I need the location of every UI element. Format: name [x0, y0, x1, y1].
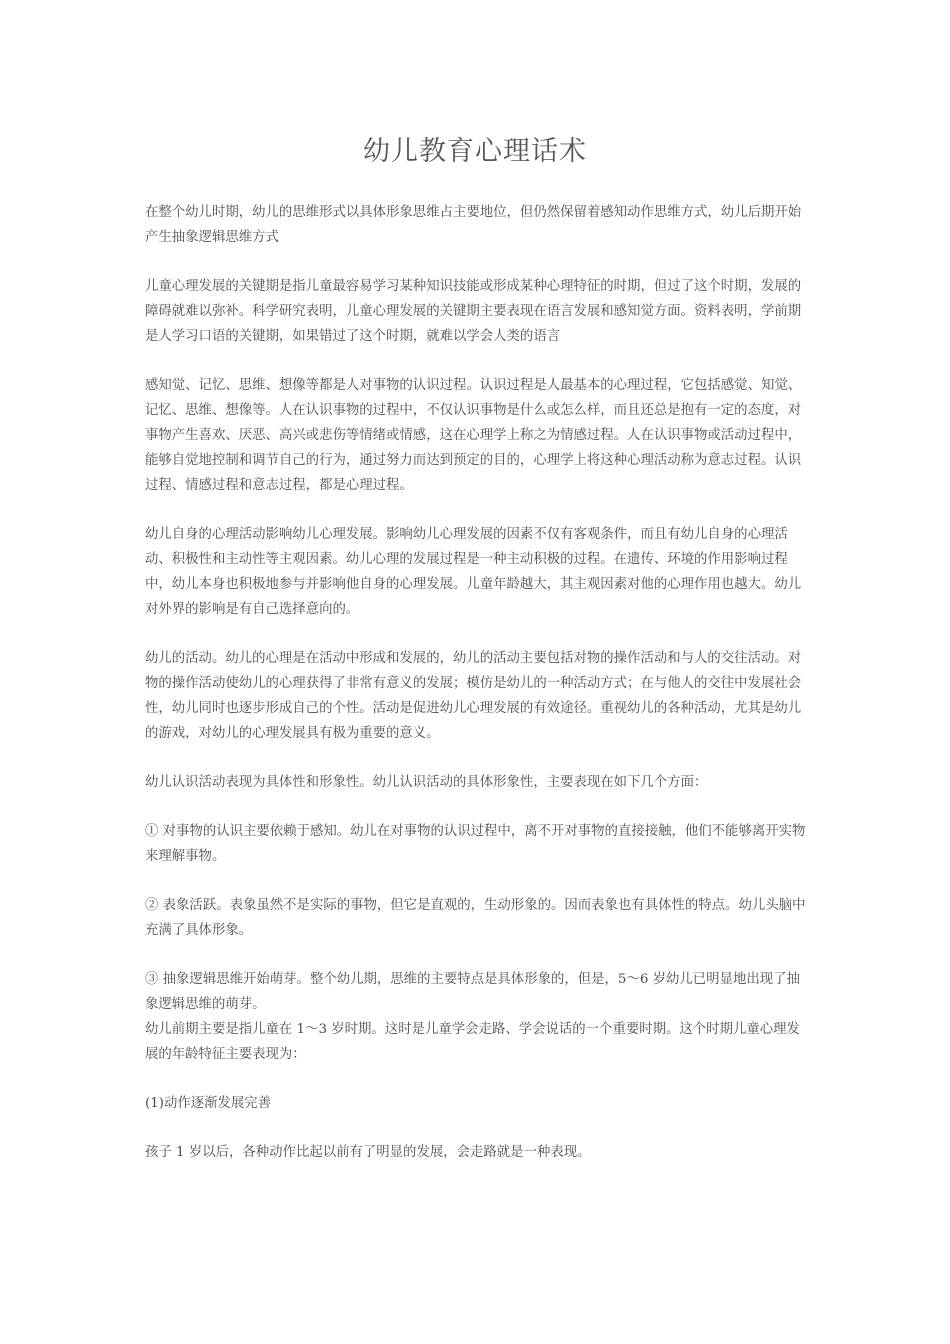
paragraph: 在整个幼儿时期，幼儿的思维形式以具体形象思维占主要地位，但仍然保留着感知动作思维方式，幼儿后期开始产生抽象逻辑思维方式: [145, 205, 802, 245]
paragraph-gap: [145, 746, 807, 770]
paragraph-gap: [145, 1116, 807, 1140]
paragraph-gap: [145, 943, 807, 967]
paragraph-gap: [145, 250, 807, 274]
document-title: 幼儿教育心理话术: [363, 136, 587, 167]
paragraph-gap: [145, 622, 807, 646]
paragraph: 幼儿认识活动表现为具体性和形象性。幼儿认识活动的具体形象性，主要表现在如下几个方面：: [145, 775, 708, 790]
paragraph: 幼儿的活动。幼儿的心理是在活动中形成和发展的，幼儿的活动主要包括对物的操作活动和与人的交往活动。对物的操作活动使幼儿的心理获得了非常有意义的发展；模仿是幼儿的一种活动方式；在与他人的交往中发展社会性，幼儿同时也逐步形成自己的个性。活动是促进幼儿心理发展的有效途径。重视幼儿的各种活动，尤其是幼儿的游戏，对幼儿的心理发展具有极为重要的意义。: [145, 651, 802, 741]
paragraph-gap: [145, 869, 807, 893]
paragraph: 儿童心理发展的关键期是指儿童最容易学习某种知识技能或形成某种心理特征的时期，但过了这个时期，发展的障碍就难以弥补。科学研究表明，儿童心理发展的关键期主要表现在语言发展和感知觉方面。资料表明，学前期是人学习口语的关键期，如果错过了这个时期，就难以学会人类的语言: [145, 279, 802, 344]
list-item: ② 表象活跃。表象虽然不是实际的事物，但它是直观的，生动形象的。因而表象也有具体性的特点。幼儿头脑中充满了具体形象。: [145, 898, 806, 938]
document-body: [145, 200, 807, 1165]
paragraph-gap: [145, 1067, 807, 1091]
list-item: ③ 抽象逻辑思维开始萌芽。整个幼儿期，思维的主要特点是具体形象的，但是，5～6 岁幼儿已明显地出现了抽象逻辑思维的萌芽。: [145, 972, 800, 1012]
paragraph: 幼儿自身的心理活动影响幼儿心理发展。影响幼儿心理发展的因素不仅有客观条件，而且有幼儿自身的心理活动、积极性和主动性等主观因素。幼儿心理的发展过程是一种主动积极的过程。在遗传、环境的作用影响过程中，幼儿本身也积极地参与并影响他自身的心理发展。儿童年龄越大，其主观因素对他的心理作用也越大。幼儿对外界的影响是有自己选择意向的。: [145, 527, 802, 617]
paragraph: 孩子 1 岁以后，各种动作比起以前有了明显的发展，会走路就是一种表现。: [145, 1145, 591, 1160]
paragraph-gap: [145, 795, 807, 819]
paragraph: 幼儿前期主要是指儿童在 1～3 岁时期。这时是儿童学会走路、学会说话的一个重要时期。这个时期儿童心理发展的年龄特征主要表现为：: [145, 1022, 800, 1062]
paragraph: 感知觉、记忆、思维、想像等都是人对事物的认识过程。认识过程是人最基本的心理过程，它包括感觉、知觉、记忆、思维、想像等。人在认识事物的过程中，不仅认识事物是什么或怎么样，而且还总是抱有一定的态度，对事物产生喜欢、厌恶、高兴或悲伤等情绪或情感，这在心理学上称之为情感过程。人在认识事物或活动过程中，能够自觉地控制和调节自己的行为，通过努力而达到预定的目的，心理学上将这种心理活动称为意志过程。认识过程、情感过程和意志过程，都是心理过程。: [145, 378, 802, 493]
paragraph-gap: [145, 498, 807, 522]
paragraph-gap: [145, 349, 807, 373]
section-heading: (1)动作逐渐发展完善: [145, 1096, 272, 1111]
list-item: ① 对事物的认识主要依赖于感知。幼儿在对事物的认识过程中，离不开对事物的直接接触，他们不能够离开实物来理解事物。: [145, 824, 806, 864]
